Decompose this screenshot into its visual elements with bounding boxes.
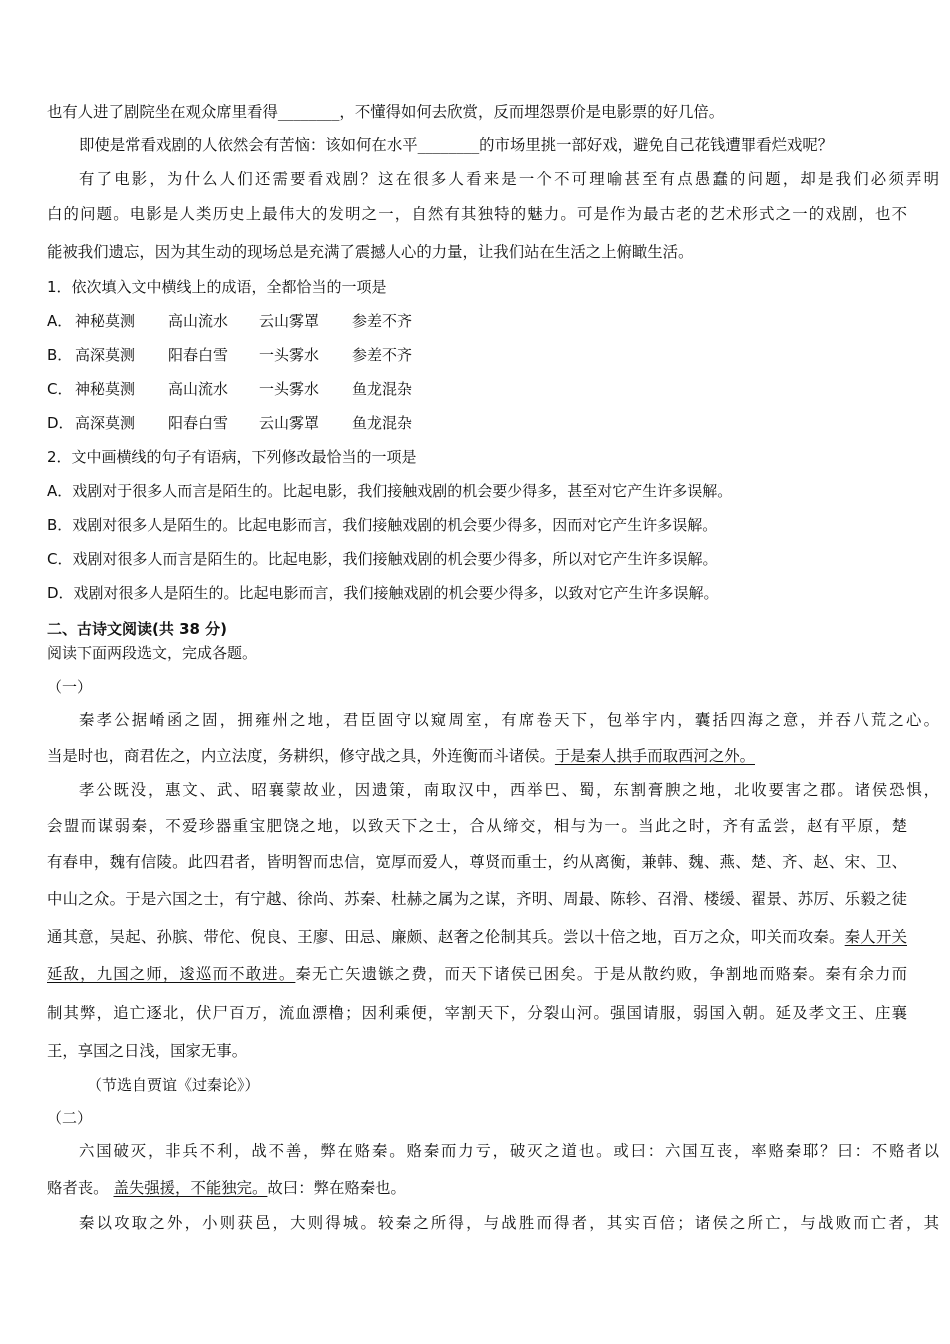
passage-text: 秦无亡矢遗镞之费，而天下诸侯已困矣。于是从散约败，争割地而赂秦。秦有余力而 <box>295 965 907 983</box>
option-idiom: 高山流水 <box>168 380 229 398</box>
passage-line: 也有人进了剧院坐在观众席里看得________，不懂得如何去欣赏，反而埋怨票价是电影票的好几倍。 <box>47 103 725 121</box>
option-label: B． <box>47 346 73 364</box>
passage-line: 孝公既没，惠文、武、昭襄蒙故业，因遗策，南取汉中，西举巴、蜀，东割膏腴之地，北收要害之郡。诸侯恐惧， <box>79 781 939 799</box>
passage-line: 能被我们遗忘，因为其生动的现场总是充满了震撼人心的力量，让我们站在生活之上俯瞰生活。 <box>47 243 694 261</box>
option-idiom: 云山雾罩 <box>259 414 320 432</box>
passage-source: （节选自贾谊《过秦论》） <box>87 1076 260 1094</box>
passage-line <box>47 963 907 985</box>
passage-line: 白的问题。电影是人类历史上最伟大的发明之一，自然有其独特的魅力。可是作为最古老的艺术形式之一的戏剧，也不 <box>47 205 907 223</box>
option-label: D． <box>47 414 74 432</box>
option-label: C． <box>47 380 73 398</box>
underlined-sentence: 秦人开关 <box>844 928 907 946</box>
passage-line: 制其弊，追亡逐北，伏尸百万，流血漂橹；因利乘便，宰割天下，分裂山河。强国请服，弱国入朝。延及孝文王、庄襄 <box>47 1004 907 1022</box>
passage-line: 秦孝公据崤函之固，拥雍州之地，君臣固守以窥周室，有席卷天下，包举宇内，囊括四海之意，并吞八荒之心。 <box>79 711 939 729</box>
underlined-sentence: 延敌，九国之师，逡巡而不敢进。 <box>47 965 296 983</box>
passage-line: 有了电影，为什么人们还需要看戏剧？这在很多人看来是一个不可理喻甚至有点愚蠢的问题，却是我们必须弄明 <box>79 170 939 188</box>
question-1-option-a[interactable] <box>47 310 907 332</box>
passage-marker: （二） <box>47 1109 93 1127</box>
option-idiom: 阳春白雪 <box>168 414 229 432</box>
option-idiom: 鱼龙混杂 <box>352 414 413 432</box>
passage-line: 会盟而谋弱秦，不爱珍器重宝肥饶之地，以致天下之士，合从缔交，相与为一。当此之时，齐有孟尝，赵有平原，楚 <box>47 817 907 835</box>
passage-text: 赂者丧。 <box>47 1179 109 1197</box>
passage-line: 王，享国之日浅，国家无事。 <box>47 1042 248 1060</box>
option-idiom: 鱼龙混杂 <box>352 380 413 398</box>
question-1-option-b[interactable] <box>47 344 907 366</box>
passage-marker: （一） <box>47 678 93 696</box>
option-label: A． <box>47 312 73 330</box>
passage-line <box>47 1177 907 1199</box>
question-2-option-d[interactable]: D．戏剧对很多人是陌生的。比起电影而言，我们接触戏剧的机会要少得多，以致对它产生许多误解。 <box>47 584 719 602</box>
question-1-option-c[interactable] <box>47 378 907 400</box>
underlined-sentence: 于是秦人拱手而取西河之外。 <box>554 747 755 765</box>
passage-line <box>47 926 907 948</box>
option-idiom: 参差不齐 <box>352 312 413 330</box>
passage-text: 故曰：弊在赂秦也。 <box>267 1179 406 1197</box>
option-idiom: 神秘莫测 <box>75 380 136 398</box>
passage-line <box>47 745 907 767</box>
option-idiom: 神秘莫测 <box>75 312 136 330</box>
question-2-option-b[interactable]: B．戏剧对很多人是陌生的。比起电影而言，我们接触戏剧的机会要少得多，因而对它产生许多误解。 <box>47 516 718 534</box>
passage-text: 当是时也，商君佐之，内立法度，务耕织，修守战之具，外连衡而斗诸侯。 <box>47 747 555 765</box>
passage-line: 六国破灭，非兵不利，战不善，弊在赂秦。赂秦而力亏，破灭之道也。或曰：六国互丧，率赂秦耶？曰：不赂者以 <box>79 1142 939 1160</box>
option-idiom: 云山雾罩 <box>259 312 320 330</box>
question-2-option-c[interactable]: C．戏剧对很多人而言是陌生的。比起电影，我们接触戏剧的机会要少得多，所以对它产生许多误解。 <box>47 550 718 568</box>
question-1-option-d[interactable] <box>47 412 907 434</box>
option-idiom: 一头雾水 <box>259 346 320 364</box>
option-idiom: 参差不齐 <box>352 346 413 364</box>
passage-text: 通其意，吴起、孙膑、带佗、倪良、王廖、田忌、廉颇、赵奢之伦制其兵。尝以十倍之地，百万之众，叩关而攻秦。 <box>47 928 845 946</box>
section-heading: 二、古诗文阅读(共 38 分) <box>47 620 228 638</box>
passage-line: 即使是常看戏剧的人依然会有苦恼：该如何在水平________的市场里挑一部好戏，避免自己花钱遭罪看烂戏呢？ <box>79 136 834 154</box>
option-idiom: 阳春白雪 <box>168 346 229 364</box>
option-idiom: 高深莫测 <box>75 346 136 364</box>
passage-line: 中山之众。于是六国之士，有宁越、徐尚、苏秦、杜赫之属为之谋，齐明、周最、陈轸、召滑、楼缓、翟景、苏厉、乐毅之徒 <box>47 890 907 908</box>
question-1-stem: 1．依次填入文中横线上的成语，全都恰当的一项是 <box>47 278 387 296</box>
underlined-sentence: 盖失强援，不能独完。 <box>113 1179 268 1197</box>
passage-line: 有春申，魏有信陵。此四君者，皆明智而忠信，宽厚而爱人，尊贤而重士，约从离衡，兼韩、魏、燕、楚、齐、赵、宋、卫、 <box>47 853 907 871</box>
option-idiom: 一头雾水 <box>259 380 320 398</box>
option-idiom: 高深莫测 <box>75 414 136 432</box>
option-idiom: 高山流水 <box>168 312 229 330</box>
question-2-stem: 2．文中画横线的句子有语病，下列修改最恰当的一项是 <box>47 448 417 466</box>
passage-line: 秦以攻取之外，小则获邑，大则得城。较秦之所得，与战胜而得者，其实百倍；诸侯之所亡，与战败而亡者，其 <box>79 1214 939 1232</box>
question-2-option-a[interactable]: A．戏剧对于很多人而言是陌生的。比起电影，我们接触戏剧的机会要少得多，甚至对它产生许多误解。 <box>47 482 733 500</box>
section-instruction: 阅读下面两段选文，完成各题。 <box>47 644 258 662</box>
